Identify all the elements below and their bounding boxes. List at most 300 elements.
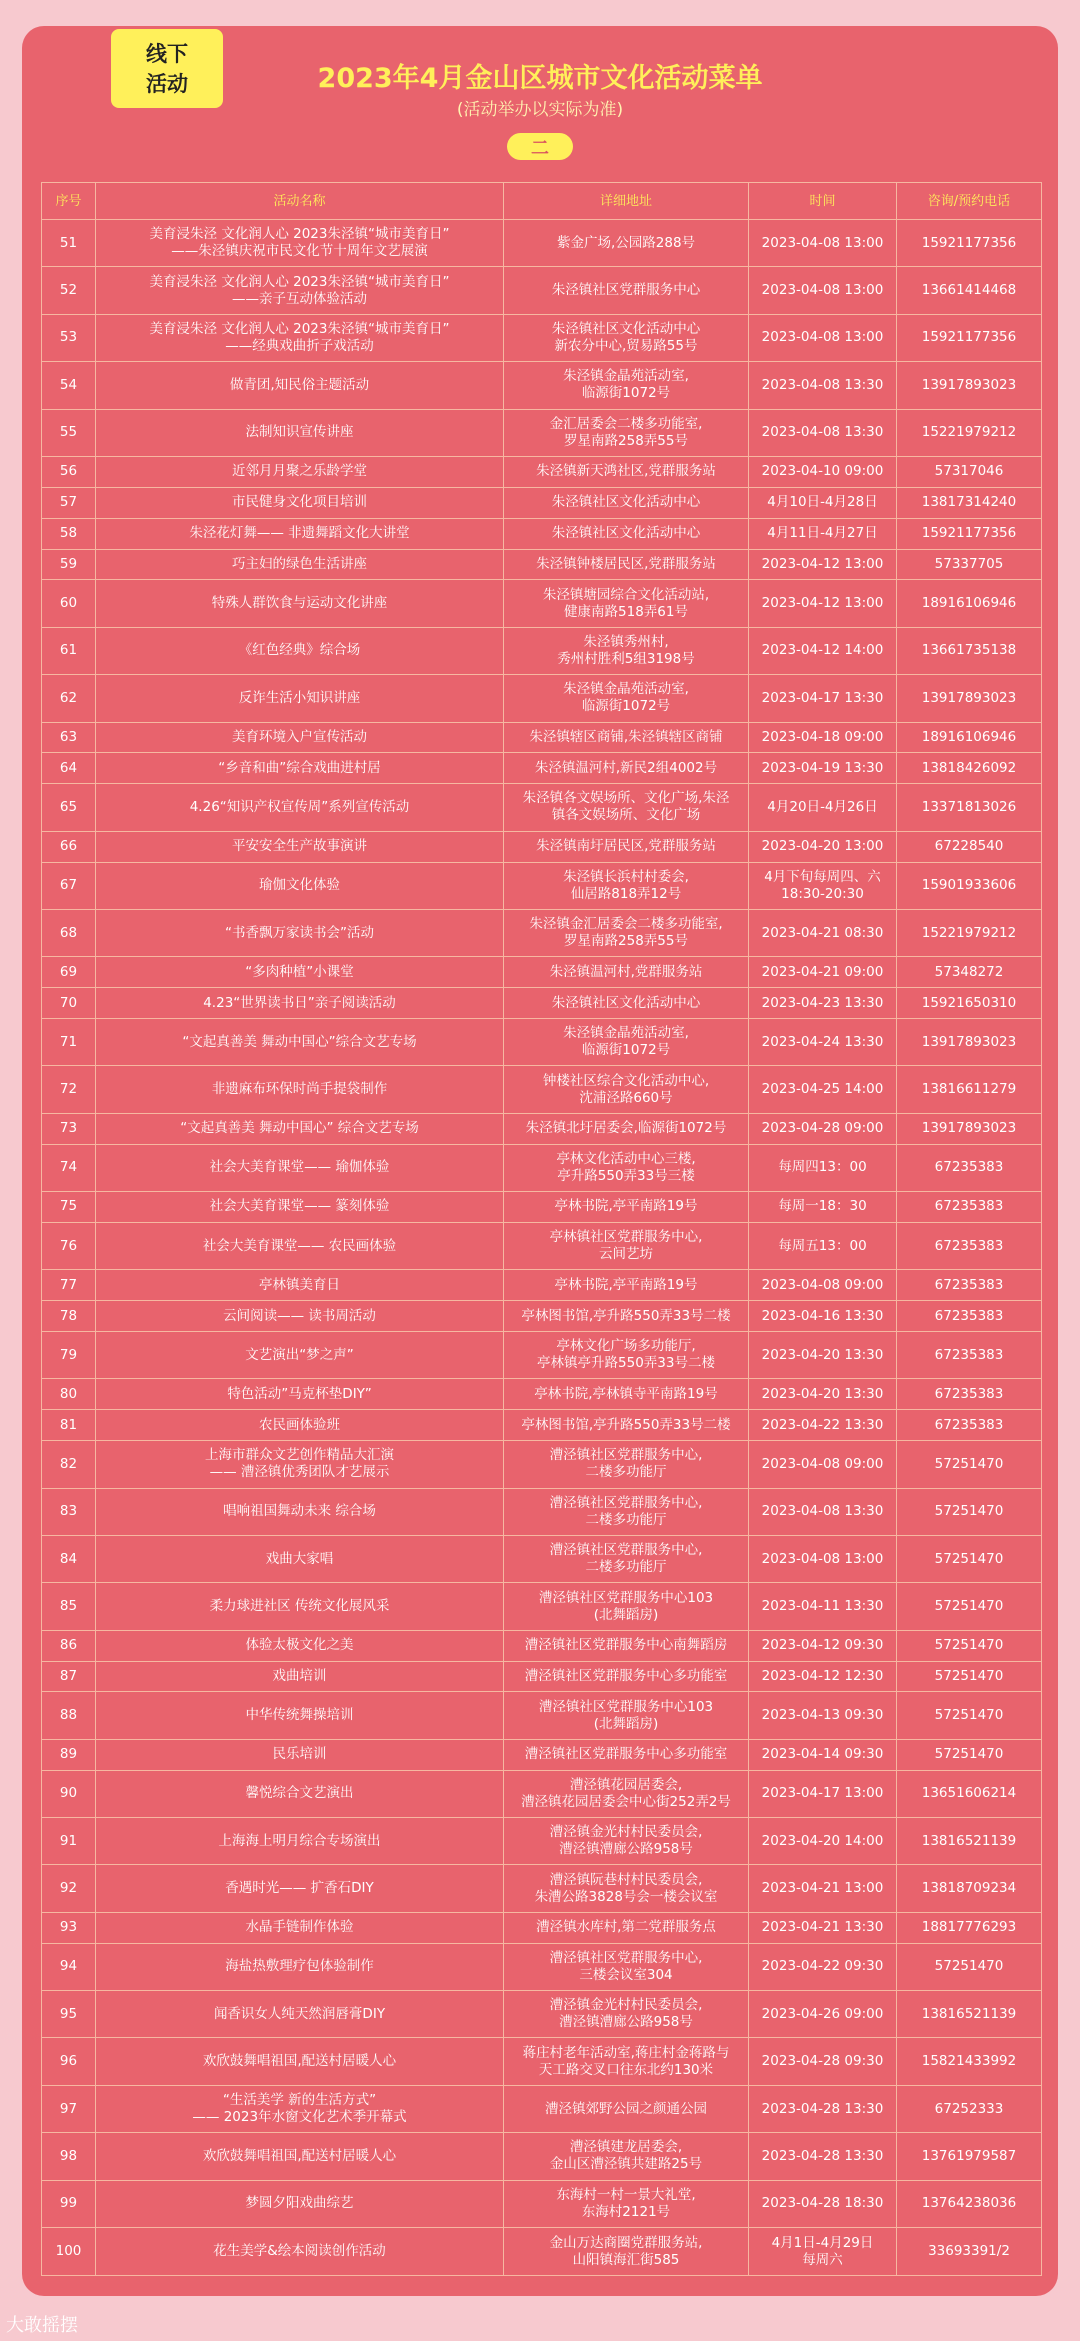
table-row <box>42 2133 1042 2180</box>
row-index: 53 <box>42 314 96 361</box>
activity-address: 朱泾镇塘园综合文化活动站, 健康南路518弄61号 <box>504 580 749 627</box>
activity-address: 朱泾镇温河村,新民2组4002号 <box>504 753 749 784</box>
contact-phone: 67235383 <box>897 1379 1042 1410</box>
activity-name: 《红色经典》综合场 <box>96 627 504 674</box>
row-index: 69 <box>42 957 96 988</box>
activity-address: 朱泾镇金汇居委会二楼多功能室, 罗星南路258弄55号 <box>504 909 749 956</box>
table-row <box>42 1818 1042 1865</box>
row-index: 56 <box>42 456 96 487</box>
activity-time: 2023-04-12 13:00 <box>749 580 897 627</box>
activity-address: 漕泾镇郊野公园之颜通公园 <box>504 2085 749 2132</box>
row-index: 61 <box>42 627 96 674</box>
activity-name: 巧主妇的绿色生活讲座 <box>96 549 504 580</box>
activity-name: 欢欣鼓舞唱祖国,配送村居暖人心 <box>96 2038 504 2085</box>
contact-phone: 67228540 <box>897 831 1042 862</box>
activity-address: 漕泾镇社区党群服务中心多功能室 <box>504 1739 749 1770</box>
activity-address: 朱泾镇新天鸿社区,党群服务站 <box>504 456 749 487</box>
activity-name: 馨悦综合文艺演出 <box>96 1770 504 1817</box>
contact-phone: 57251470 <box>897 1583 1042 1630</box>
activity-name: 花生美学&绘本阅读创作活动 <box>96 2228 504 2276</box>
activity-name: 民乐培训 <box>96 1739 504 1770</box>
table-row <box>42 784 1042 831</box>
activity-address: 朱泾镇南圩居民区,党群服务站 <box>504 831 749 862</box>
activity-address: 亭林图书馆,亭升路550弄33号二楼 <box>504 1410 749 1441</box>
table-row <box>42 2228 1042 2276</box>
row-index: 70 <box>42 988 96 1019</box>
row-index: 67 <box>42 862 96 909</box>
activity-time: 2023-04-08 13:00 <box>749 314 897 361</box>
activity-name: 近邻月月聚之乐龄学堂 <box>96 456 504 487</box>
contact-phone: 57251470 <box>897 1943 1042 1990</box>
activity-name: “书香飘万家读书会”活动 <box>96 909 504 956</box>
table-row <box>42 1019 1042 1066</box>
activity-address: 金山万达商圈党群服务站, 山阳镇海汇街585 <box>504 2228 749 2276</box>
activity-name: “多肉种植”小课堂 <box>96 957 504 988</box>
activity-name: 朱泾花灯舞—— 非遗舞蹈文化大讲堂 <box>96 518 504 549</box>
contact-phone: 13816521139 <box>897 1818 1042 1865</box>
activity-time: 2023-04-20 13:30 <box>749 1379 897 1410</box>
activity-name: 梦圆夕阳戏曲综艺 <box>96 2180 504 2227</box>
activity-time: 2023-04-12 12:30 <box>749 1661 897 1692</box>
activity-name: 4.23“世界读书日”亲子阅读活动 <box>96 988 504 1019</box>
activity-address: 漕泾镇社区党群服务中心, 二楼多功能厅 <box>504 1488 749 1535</box>
activity-time: 2023-04-11 13:30 <box>749 1583 897 1630</box>
activity-time: 2023-04-17 13:30 <box>749 675 897 722</box>
table-row <box>42 1332 1042 1379</box>
activity-time: 2023-04-08 13:30 <box>749 362 897 409</box>
table-row <box>42 1270 1042 1301</box>
activity-address: 朱泾镇社区党群服务中心 <box>504 267 749 314</box>
activity-name: 上海市群众文艺创作精品大汇演 —— 漕泾镇优秀团队才艺展示 <box>96 1441 504 1488</box>
activity-address: 漕泾镇社区党群服务中心多功能室 <box>504 1661 749 1692</box>
activity-name: 反诈生活小知识讲座 <box>96 675 504 722</box>
table-row <box>42 1144 1042 1191</box>
contact-phone: 57251470 <box>897 1661 1042 1692</box>
activity-time: 2023-04-28 09:00 <box>749 1113 897 1144</box>
activity-address: 朱泾镇社区文化活动中心 <box>504 487 749 518</box>
activity-address: 漕泾镇社区党群服务中心南舞蹈房 <box>504 1630 749 1661</box>
activity-name: 美育浸朱泾 文化润人心 2023朱泾镇“城市美育日” ——经典戏曲折子戏活动 <box>96 314 504 361</box>
contact-phone: 15921177356 <box>897 314 1042 361</box>
table-row <box>42 1535 1042 1582</box>
activity-time: 2023-04-23 13:30 <box>749 988 897 1019</box>
activity-name: 香遇时光—— 扩香石DIY <box>96 1865 504 1912</box>
row-index: 76 <box>42 1222 96 1269</box>
contact-phone: 57251470 <box>897 1488 1042 1535</box>
table-row <box>42 2038 1042 2085</box>
table-row <box>42 1222 1042 1269</box>
row-index: 97 <box>42 2085 96 2132</box>
row-index: 55 <box>42 409 96 456</box>
table-row <box>42 753 1042 784</box>
row-index: 60 <box>42 580 96 627</box>
contact-phone: 13816611279 <box>897 1066 1042 1113</box>
activity-name: “乡音和曲”综合戏曲进村居 <box>96 753 504 784</box>
activity-name: 亭林镇美育日 <box>96 1270 504 1301</box>
activity-name: 美育浸朱泾 文化润人心 2023朱泾镇“城市美育日” ——朱泾镇庆祝市民文化节十周年文艺展演 <box>96 220 504 267</box>
activity-time: 每周五13：00 <box>749 1222 897 1269</box>
activity-address: 金汇居委会二楼多功能室, 罗星南路258弄55号 <box>504 409 749 456</box>
contact-phone: 67235383 <box>897 1192 1042 1223</box>
activity-address: 朱泾镇温河村,党群服务站 <box>504 957 749 988</box>
activity-time: 4月10日-4月28日 <box>749 487 897 518</box>
activity-address: 漕泾镇社区党群服务中心103 (北舞蹈房) <box>504 1692 749 1739</box>
row-index: 89 <box>42 1739 96 1770</box>
activity-address: 紫金广场,公园路288号 <box>504 220 749 267</box>
activity-time: 2023-04-28 13:30 <box>749 2085 897 2132</box>
row-index: 83 <box>42 1488 96 1535</box>
activity-name: 云间阅读—— 读书周活动 <box>96 1301 504 1332</box>
row-index: 59 <box>42 549 96 580</box>
col-header-index: 序号 <box>42 183 96 220</box>
activity-name: 柔力球进社区 传统文化展风采 <box>96 1583 504 1630</box>
activity-address: 朱泾镇长浜村村委会, 仙居路818弄12号 <box>504 862 749 909</box>
activity-address: 漕泾镇金光村村民委员会, 漕泾镇漕廊公路958号 <box>504 1818 749 1865</box>
row-index: 85 <box>42 1583 96 1630</box>
contact-phone: 57251470 <box>897 1739 1042 1770</box>
activity-table <box>41 182 1042 2276</box>
contact-phone: 13764238036 <box>897 2180 1042 2227</box>
activity-time: 2023-04-12 09:30 <box>749 1630 897 1661</box>
table-row <box>42 456 1042 487</box>
table-row <box>42 909 1042 956</box>
activity-address: 东海村一村一景大礼堂, 东海村2121号 <box>504 2180 749 2227</box>
activity-address: 亭林书院,亭林镇寺平南路19号 <box>504 1379 749 1410</box>
table-row <box>42 518 1042 549</box>
activity-address: 朱泾镇金晶苑活动室, 临源街1072号 <box>504 362 749 409</box>
activity-address: 朱泾镇钟楼居民区,党群服务站 <box>504 549 749 580</box>
activity-time: 2023-04-28 18:30 <box>749 2180 897 2227</box>
row-index: 63 <box>42 722 96 753</box>
activity-time: 2023-04-22 13:30 <box>749 1410 897 1441</box>
col-header-phone: 咨询/预约电话 <box>897 183 1042 220</box>
activity-time: 2023-04-18 09:00 <box>749 722 897 753</box>
activity-time: 2023-04-21 13:00 <box>749 1865 897 1912</box>
activity-name: “生活美学 新的生活方式” —— 2023年水窗文化艺术季开幕式 <box>96 2085 504 2132</box>
activity-address: 朱泾镇社区文化活动中心 新农分中心,贸易路55号 <box>504 314 749 361</box>
contact-phone: 15921177356 <box>897 220 1042 267</box>
contact-phone: 67252333 <box>897 2085 1042 2132</box>
contact-phone: 67235383 <box>897 1222 1042 1269</box>
section-part-label: 二 <box>507 133 573 160</box>
activity-address: 漕泾镇社区党群服务中心103 (北舞蹈房) <box>504 1583 749 1630</box>
contact-phone: 13818426092 <box>897 753 1042 784</box>
activity-time: 2023-04-08 13:30 <box>749 409 897 456</box>
activity-time: 2023-04-16 13:30 <box>749 1301 897 1332</box>
activity-time: 2023-04-28 09:30 <box>749 2038 897 2085</box>
activity-time: 2023-04-10 09:00 <box>749 456 897 487</box>
activity-name: 平安安全生产故事演讲 <box>96 831 504 862</box>
contact-phone: 13917893023 <box>897 362 1042 409</box>
row-index: 66 <box>42 831 96 862</box>
activity-time: 2023-04-08 13:00 <box>749 1535 897 1582</box>
activity-address: 漕泾镇社区党群服务中心, 三楼会议室304 <box>504 1943 749 1990</box>
table-row <box>42 1066 1042 1113</box>
contact-phone: 57348272 <box>897 957 1042 988</box>
row-index: 65 <box>42 784 96 831</box>
contact-phone: 67235383 <box>897 1301 1042 1332</box>
table-row <box>42 1583 1042 1630</box>
activity-address: 朱泾镇秀州村, 秀州村胜利5组3198号 <box>504 627 749 674</box>
contact-phone: 57251470 <box>897 1630 1042 1661</box>
activity-address: 亭林文化活动中心三楼, 亭升路550弄33号三楼 <box>504 1144 749 1191</box>
row-index: 95 <box>42 1991 96 2038</box>
activity-time: 4月11日-4月27日 <box>749 518 897 549</box>
activity-address: 朱泾镇金晶苑活动室, 临源街1072号 <box>504 1019 749 1066</box>
activity-time: 4月20日-4月26日 <box>749 784 897 831</box>
row-index: 91 <box>42 1818 96 1865</box>
activity-name: 美育环境入户宣传活动 <box>96 722 504 753</box>
table-row <box>42 1410 1042 1441</box>
activity-address: 亭林镇社区党群服务中心, 云间艺坊 <box>504 1222 749 1269</box>
activity-time: 2023-04-08 13:30 <box>749 1488 897 1535</box>
activity-time: 2023-04-08 13:00 <box>749 267 897 314</box>
contact-phone: 15901933606 <box>897 862 1042 909</box>
row-index: 52 <box>42 267 96 314</box>
activity-name: 文艺演出“梦之声” <box>96 1332 504 1379</box>
activity-time: 2023-04-12 14:00 <box>749 627 897 674</box>
table-row <box>42 1113 1042 1144</box>
row-index: 81 <box>42 1410 96 1441</box>
contact-phone: 13818709234 <box>897 1865 1042 1912</box>
activity-name: 4.26“知识产权宣传周”系列宣传活动 <box>96 784 504 831</box>
col-header-address: 详细地址 <box>504 183 749 220</box>
activity-name: 非遗麻布环保时尚手提袋制作 <box>96 1066 504 1113</box>
activity-time: 4月1日-4月29日 每周六 <box>749 2228 897 2276</box>
table-row <box>42 1379 1042 1410</box>
contact-phone: 18817776293 <box>897 1912 1042 1943</box>
activity-time: 2023-04-25 14:00 <box>749 1066 897 1113</box>
row-index: 80 <box>42 1379 96 1410</box>
activity-time: 每周四13：00 <box>749 1144 897 1191</box>
activity-name: 唱响祖国舞动未来 综合场 <box>96 1488 504 1535</box>
table-row <box>42 722 1042 753</box>
activity-time: 2023-04-21 09:00 <box>749 957 897 988</box>
contact-phone: 13817314240 <box>897 487 1042 518</box>
table-row <box>42 1441 1042 1488</box>
table-row <box>42 1912 1042 1943</box>
row-index: 73 <box>42 1113 96 1144</box>
row-index: 78 <box>42 1301 96 1332</box>
row-index: 94 <box>42 1943 96 1990</box>
activity-time: 2023-04-21 13:30 <box>749 1912 897 1943</box>
activity-time: 2023-04-21 08:30 <box>749 909 897 956</box>
table-row <box>42 1488 1042 1535</box>
row-index: 68 <box>42 909 96 956</box>
table-row <box>42 1301 1042 1332</box>
activity-time: 2023-04-28 13:30 <box>749 2133 897 2180</box>
activity-name: 农民画体验班 <box>96 1410 504 1441</box>
row-index: 64 <box>42 753 96 784</box>
activity-address: 朱泾镇各文娱场所、文化广场,朱泾 镇各文娱场所、文化广场 <box>504 784 749 831</box>
col-header-name: 活动名称 <box>96 183 504 220</box>
activity-name: 美育浸朱泾 文化润人心 2023朱泾镇“城市美育日” ——亲子互动体验活动 <box>96 267 504 314</box>
activity-time: 4月下旬每周四、六 18:30-20:30 <box>749 862 897 909</box>
contact-phone: 13661414468 <box>897 267 1042 314</box>
activity-address: 漕泾镇社区党群服务中心, 二楼多功能厅 <box>504 1535 749 1582</box>
activity-address: 漕泾镇阮巷村村民委员会, 朱漕公路3828号会一楼会议室 <box>504 1865 749 1912</box>
contact-phone: 13917893023 <box>897 1019 1042 1066</box>
activity-name: 市民健身文化项目培训 <box>96 487 504 518</box>
activity-name: 瑜伽文化体验 <box>96 862 504 909</box>
contact-phone: 67235383 <box>897 1410 1042 1441</box>
row-index: 84 <box>42 1535 96 1582</box>
activity-address: 漕泾镇金光村村民委员会, 漕泾镇漕廊公路958号 <box>504 1991 749 2038</box>
activity-name: 社会大美育课堂—— 瑜伽体验 <box>96 1144 504 1191</box>
activity-address: 朱泾镇社区文化活动中心 <box>504 518 749 549</box>
activity-time: 2023-04-13 09:30 <box>749 1692 897 1739</box>
contact-phone: 13661735138 <box>897 627 1042 674</box>
table-row <box>42 862 1042 909</box>
table-row <box>42 487 1042 518</box>
activity-name: 戏曲培训 <box>96 1661 504 1692</box>
row-index: 93 <box>42 1912 96 1943</box>
row-index: 79 <box>42 1332 96 1379</box>
table-row <box>42 957 1042 988</box>
row-index: 72 <box>42 1066 96 1113</box>
row-index: 71 <box>42 1019 96 1066</box>
table-row <box>42 1661 1042 1692</box>
table-row <box>42 314 1042 361</box>
watermark-text: 大敢摇摆 <box>6 2315 78 2336</box>
activity-name: 社会大美育课堂—— 农民画体验 <box>96 1222 504 1269</box>
activity-address: 漕泾镇社区党群服务中心, 二楼多功能厅 <box>504 1441 749 1488</box>
table-row <box>42 267 1042 314</box>
activity-name: 特殊人群饮食与运动文化讲座 <box>96 580 504 627</box>
activity-address: 亭林书院,亭平南路19号 <box>504 1270 749 1301</box>
contact-phone: 57317046 <box>897 456 1042 487</box>
activity-time: 2023-04-24 13:30 <box>749 1019 897 1066</box>
table-row <box>42 2180 1042 2227</box>
table-row <box>42 988 1042 1019</box>
activity-time: 2023-04-22 09:30 <box>749 1943 897 1990</box>
activity-name: 海盐热敷理疗包体验制作 <box>96 1943 504 1990</box>
activity-address: 亭林图书馆,亭升路550弄33号二楼 <box>504 1301 749 1332</box>
contact-phone: 67235383 <box>897 1332 1042 1379</box>
activity-name: “文起真善美 舞动中国心” 综合文艺专场 <box>96 1113 504 1144</box>
row-index: 57 <box>42 487 96 518</box>
activity-address: 钟楼社区综合文化活动中心, 沈浦泾路660号 <box>504 1066 749 1113</box>
table-row <box>42 1692 1042 1739</box>
contact-phone: 13917893023 <box>897 1113 1042 1144</box>
activity-name: 法制知识宣传讲座 <box>96 409 504 456</box>
activity-address: 亭林书院,亭平南路19号 <box>504 1192 749 1223</box>
contact-phone: 15921177356 <box>897 518 1042 549</box>
row-index: 100 <box>42 2228 96 2276</box>
activity-time: 2023-04-20 14:00 <box>749 1818 897 1865</box>
contact-phone: 13651606214 <box>897 1770 1042 1817</box>
table-row <box>42 1991 1042 2038</box>
row-index: 98 <box>42 2133 96 2180</box>
table-row <box>42 1943 1042 1990</box>
activity-address: 朱泾镇辖区商铺,朱泾镇辖区商铺 <box>504 722 749 753</box>
activity-address: 蒋庄村老年活动室,蒋庄村金蒋路与 天工路交叉口往东北约130米 <box>504 2038 749 2085</box>
table-row <box>42 409 1042 456</box>
row-index: 88 <box>42 1692 96 1739</box>
table-row <box>42 831 1042 862</box>
contact-phone: 57251470 <box>897 1535 1042 1582</box>
activity-time: 2023-04-14 09:30 <box>749 1739 897 1770</box>
row-index: 96 <box>42 2038 96 2085</box>
row-index: 86 <box>42 1630 96 1661</box>
activity-name: 欢欣鼓舞唱祖国,配送村居暖人心 <box>96 2133 504 2180</box>
activity-address: 漕泾镇水库村,第二党群服务点 <box>504 1912 749 1943</box>
activity-time: 每周一18：30 <box>749 1192 897 1223</box>
offline-activity-badge: 线下 活动 <box>111 29 223 108</box>
row-index: 82 <box>42 1441 96 1488</box>
activity-name: 水晶手链制作体验 <box>96 1912 504 1943</box>
row-index: 74 <box>42 1144 96 1191</box>
row-index: 58 <box>42 518 96 549</box>
contact-phone: 13816521139 <box>897 1991 1042 2038</box>
contact-phone: 57251470 <box>897 1441 1042 1488</box>
contact-phone: 15221979212 <box>897 909 1042 956</box>
activity-name: 社会大美育课堂—— 篆刻体验 <box>96 1192 504 1223</box>
activity-address: 漕泾镇建龙居委会, 金山区漕泾镇共建路25号 <box>504 2133 749 2180</box>
row-index: 62 <box>42 675 96 722</box>
table-row <box>42 1739 1042 1770</box>
table-row <box>42 627 1042 674</box>
contact-phone: 13917893023 <box>897 675 1042 722</box>
row-index: 51 <box>42 220 96 267</box>
activity-name: 中华传统舞操培训 <box>96 1692 504 1739</box>
page-title: 2023年4月金山区城市文化活动菜单 <box>317 63 763 94</box>
activity-name: 做青团,知民俗主题活动 <box>96 362 504 409</box>
row-index: 54 <box>42 362 96 409</box>
activity-time: 2023-04-08 09:00 <box>749 1441 897 1488</box>
activity-name: 闻香识女人纯天然润唇膏DIY <box>96 1991 504 2038</box>
activity-time: 2023-04-20 13:00 <box>749 831 897 862</box>
activity-name: 戏曲大家唱 <box>96 1535 504 1582</box>
table-row <box>42 1192 1042 1223</box>
table-row <box>42 362 1042 409</box>
contact-phone: 57251470 <box>897 1692 1042 1739</box>
contact-phone: 57337705 <box>897 549 1042 580</box>
table-row <box>42 675 1042 722</box>
activity-name: 上海海上明月综合专场演出 <box>96 1818 504 1865</box>
table-row <box>42 1865 1042 1912</box>
contact-phone: 67235383 <box>897 1270 1042 1301</box>
activity-time: 2023-04-08 09:00 <box>749 1270 897 1301</box>
activity-time: 2023-04-19 13:30 <box>749 753 897 784</box>
activity-address: 朱泾镇北圩居委会,临源街1072号 <box>504 1113 749 1144</box>
contact-phone: 15921650310 <box>897 988 1042 1019</box>
activity-name: 体验太极文化之美 <box>96 1630 504 1661</box>
activity-time: 2023-04-17 13:00 <box>749 1770 897 1817</box>
table-header-row <box>42 183 1042 220</box>
activity-address: 亭林文化广场多功能厅, 亭林镇亭升路550弄33号二楼 <box>504 1332 749 1379</box>
table-row <box>42 1630 1042 1661</box>
activity-time: 2023-04-20 13:30 <box>749 1332 897 1379</box>
table-row <box>42 549 1042 580</box>
row-index: 90 <box>42 1770 96 1817</box>
page-subtitle: (活动举办以实际为准) <box>456 100 624 120</box>
contact-phone: 67235383 <box>897 1144 1042 1191</box>
row-index: 87 <box>42 1661 96 1692</box>
col-header-time: 时间 <box>749 183 897 220</box>
contact-phone: 13761979587 <box>897 2133 1042 2180</box>
activity-address: 朱泾镇金晶苑活动室, 临源街1072号 <box>504 675 749 722</box>
activity-time: 2023-04-12 13:00 <box>749 549 897 580</box>
table-row <box>42 1770 1042 1817</box>
contact-phone: 33693391/2 <box>897 2228 1042 2276</box>
row-index: 77 <box>42 1270 96 1301</box>
contact-phone: 13371813026 <box>897 784 1042 831</box>
table-row <box>42 220 1042 267</box>
activity-address: 朱泾镇社区文化活动中心 <box>504 988 749 1019</box>
activity-time: 2023-04-26 09:00 <box>749 1991 897 2038</box>
table-row <box>42 580 1042 627</box>
